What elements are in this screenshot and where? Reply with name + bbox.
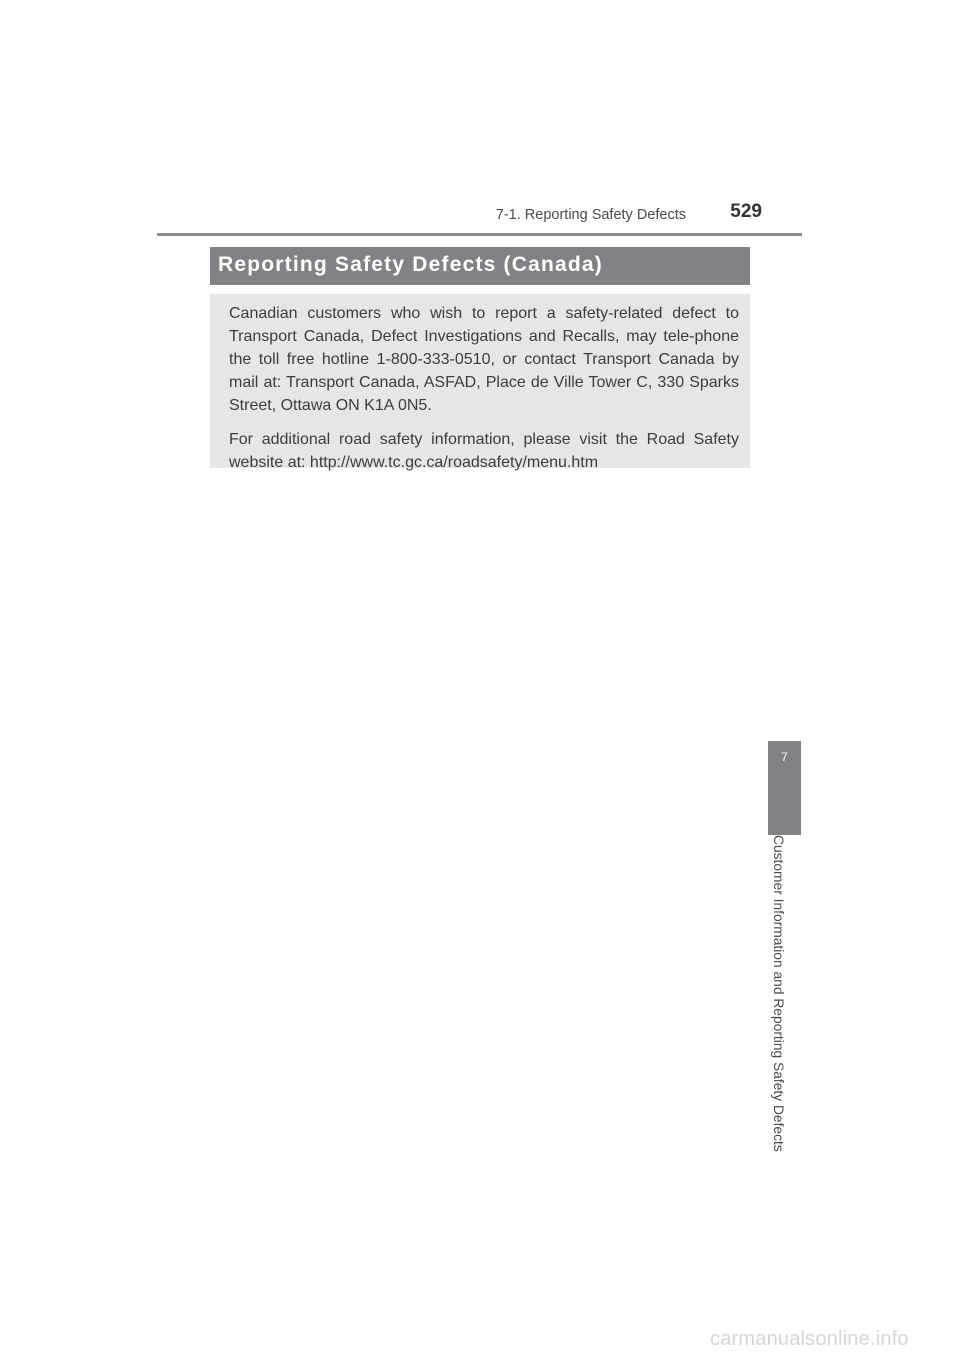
paragraph-road-safety-website: For additional road safety information, please visit the Road Safety website at: http://www.tc.gc.ca/roadsafety/menu.htm — [229, 431, 739, 471]
chapter-tab — [768, 741, 801, 835]
chapter-title-container — [771, 835, 796, 1152]
chapter-title: Customer Information and Reporting Safety Defects — [771, 835, 786, 1152]
watermark-text: carmanualsonline.info — [710, 1328, 909, 1350]
paragraph-contact-info: Canadian customers who wish to report a safety-related defect to Transport Canada, Defect Investigations and Recalls, may tele-phone the toll free hotline 1-800-333-0510, or contact Transport Canada by mail at: Transport Canada, ASFAD, Place de Ville Tower C, 330 Sparks Street, Ottawa ON K1A 0N5. — [229, 305, 739, 414]
header-divider — [157, 233, 802, 236]
section-title-bar — [210, 247, 750, 285]
page-number: 529 — [730, 201, 762, 222]
section-title: Reporting Safety Defects (Canada) — [218, 253, 604, 276]
watermark — [710, 1326, 955, 1354]
running-header-section: 7-1. Reporting Safety Defects — [495, 207, 686, 223]
content-box — [210, 294, 750, 471]
chapter-number: 7 — [781, 750, 788, 764]
